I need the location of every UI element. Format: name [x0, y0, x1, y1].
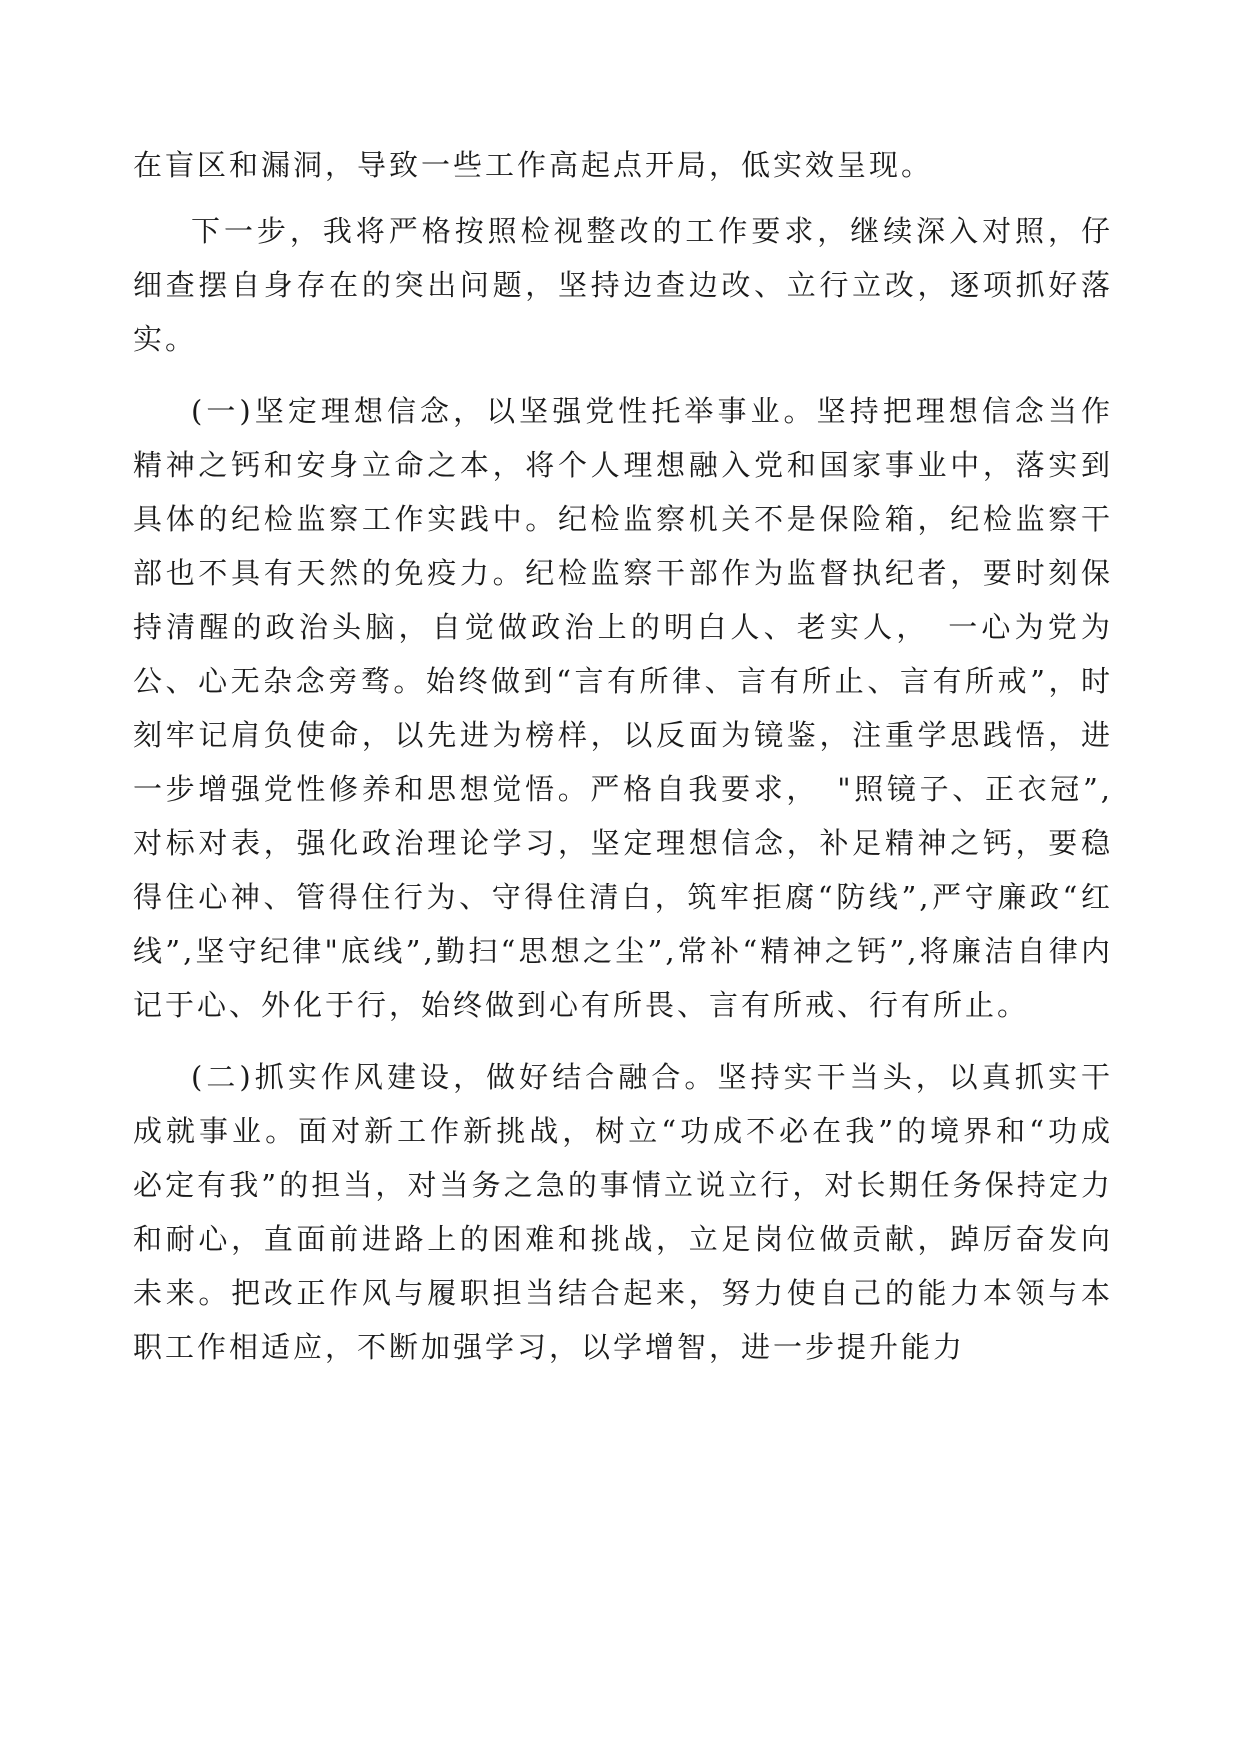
document-body — [133, 138, 1113, 1384]
paragraph-section-one: (一)坚定理想信念，以坚强党性托举事业。坚持把理想信念当作精神之钙和安身立命之本，将个人理想融入党和国家事业中，落实到具体的纪检监察工作实践中。纪检监察机关不是保险箱，纪检监察干部也不具有天然的免疫力。纪检监察干部作为监督执纪者，要时刻保持清醒的政治头脑，自觉做政治上的明白人、老实人， 一心为党为公、心无杂念旁骛。始终做到“言有所律、言有所止、言有所戒”，时刻牢记肩负使命，以先进为榜样，以反面为镜鉴，注重学思践悟，进一步增强党性修养和思想觉悟。严格自我要求， "照镜子、正衣冠”,对标对表，强化政治理论学习，坚定理想信念，补足精神之钙，要稳得住心神、管得住行为、守得住清白，筑牢拒腐“防线”,严守廉政“红线”,坚守纪律"底线”,勤扫“思想之尘”,常补“精神之钙”,将廉洁自律内记于心、外化于行，始终做到心有所畏、言有所戒、行有所止。 — [133, 394, 1113, 1022]
paragraph-next-steps: 下一步，我将严格按照检视整改的工作要求，继续深入对照，仔细查摆自身存在的突出问题，坚持边查边改、立行立改，逐项抓好落实。 — [133, 214, 1113, 356]
paragraph-continuation: 在盲区和漏洞，导致一些工作高起点开局，低实效呈现。 — [133, 148, 934, 182]
paragraph-section-two: (二)抓实作风建设，做好结合融合。坚持实干当头，以真抓实干成就事业。面对新工作新挑战，树立“功成不必在我”的境界和“功成必定有我”的担当，对当务之急的事情立说立行，对长期任务保持定力和耐心，直面前进路上的困难和挑战，立足岗位做贡献，踔厉奋发向未来。把改正作风与履职担当结合起来，努力使自己的能力本领与本职工作相适应，不断加强学习，以学增智，进一步提升能力 — [133, 1060, 1113, 1364]
